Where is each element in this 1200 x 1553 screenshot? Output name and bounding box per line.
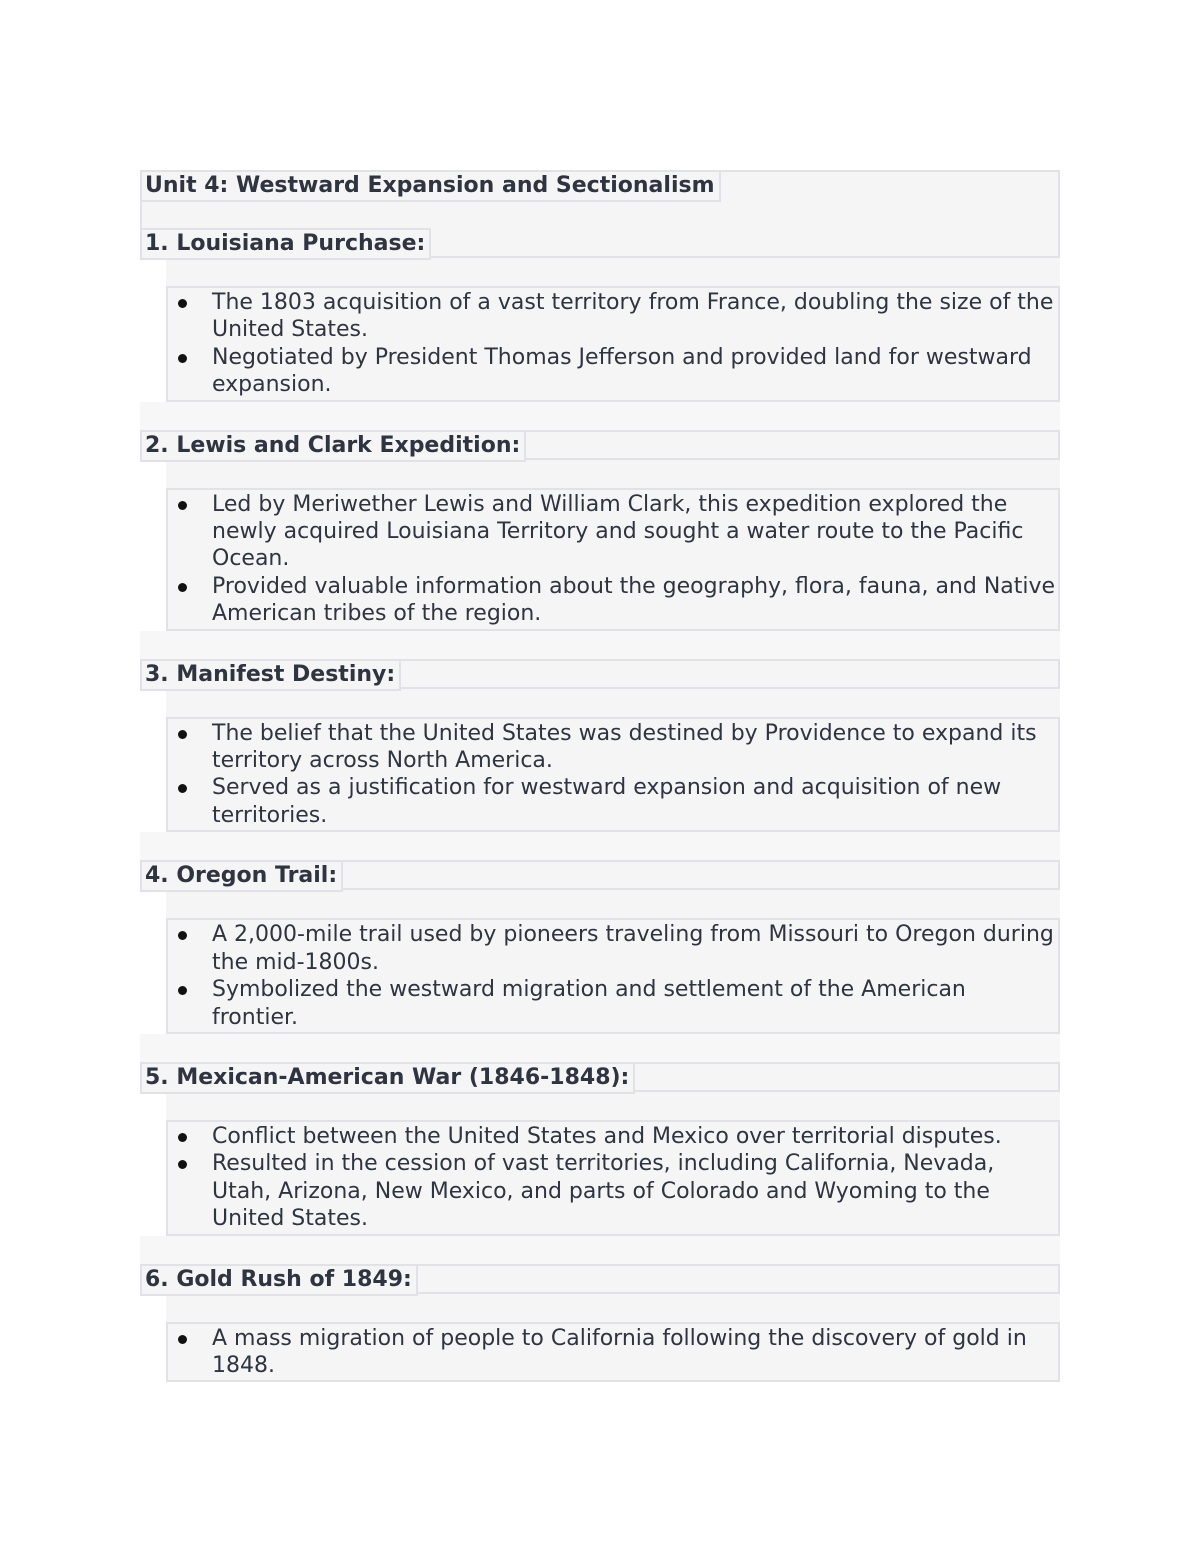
bullet-icon	[178, 1335, 187, 1344]
list-item	[168, 344, 1058, 399]
document-page	[140, 170, 1060, 1382]
bullet-text: Negotiated by President Thomas Jefferson and provided land for westward expansion.	[212, 344, 1032, 398]
section-heading-3: 3. Manifest Destiny:	[140, 659, 401, 691]
list-item	[168, 1325, 1058, 1380]
section-heading-band	[140, 860, 1060, 890]
list-item	[168, 921, 1058, 976]
list-item	[168, 720, 1058, 775]
bullet-icon	[178, 501, 187, 510]
bullet-text: A mass migration of people to California following the discovery of gold in 1848.	[212, 1325, 1027, 1378]
bullet-text: Led by Meriwether Lewis and William Clark, this expedition explored the newly acquired Louisiana Territory and sought a water route to the Pacific Ocean.	[212, 491, 1024, 572]
bullet-text: The 1803 acquisition of a vast territory from France, doubling the size of the United States.	[212, 290, 1054, 343]
bullet-text: A 2,000-mile trail used by pioneers traveling from Missouri to Oregon during the mid-1800s.	[212, 922, 1054, 975]
bullet-text: Conflict between the United States and Mexico over territorial disputes.	[212, 1123, 1002, 1149]
bullet-text: The belief that the United States was destined by Providence to expand its territory across North America.	[212, 720, 1037, 774]
spacer	[166, 1294, 1060, 1322]
bullet-icon	[178, 1133, 187, 1142]
spacer	[166, 258, 1060, 286]
bullet-icon	[178, 583, 187, 592]
list-item	[168, 573, 1058, 628]
list-item	[168, 491, 1058, 573]
section-2-bullets	[166, 488, 1060, 631]
bullet-icon	[178, 730, 187, 739]
list-item	[168, 1123, 1058, 1150]
section-1-bullets	[166, 286, 1060, 402]
section-4-bullets	[166, 918, 1060, 1034]
bullet-icon	[178, 354, 187, 363]
bullet-text: Served as a justification for westward expansion and acquisition of new territories.	[212, 775, 1002, 828]
bullet-icon	[178, 1160, 187, 1169]
section-heading-band	[140, 659, 1060, 689]
section-3-bullets	[166, 717, 1060, 833]
spacer	[166, 1092, 1060, 1120]
spacer	[166, 890, 1060, 918]
spacer	[140, 1236, 1060, 1264]
title-block	[140, 170, 1060, 258]
bullet-icon	[178, 931, 187, 940]
section-heading-2: 2. Lewis and Clark Expedition:	[140, 430, 526, 462]
bullet-text: Provided valuable information about the geography, flora, fauna, and Native American tribes of the region.	[212, 573, 1056, 627]
list-item	[168, 976, 1058, 1031]
spacer	[140, 631, 1060, 659]
spacer	[140, 402, 1060, 430]
section-heading-band	[140, 1264, 1060, 1294]
section-heading-5: 5. Mexican-American War (1846-1848):	[140, 1062, 635, 1094]
spacer	[140, 1034, 1060, 1062]
list-item	[168, 289, 1058, 344]
bullet-icon	[178, 299, 187, 308]
document-title: Unit 4: Westward Expansion and Sectionalism	[140, 170, 721, 202]
section-heading-4: 4. Oregon Trail:	[140, 860, 343, 892]
bullet-text: Symbolized the westward migration and settlement of the American frontier.	[212, 977, 966, 1030]
bullet-text: Resulted in the cession of vast territories, including California, Nevada, Utah, Arizona, New Mexico, and parts of Colorado and Wyoming to the United States.	[212, 1151, 995, 1232]
section-heading-6: 6. Gold Rush of 1849:	[140, 1264, 418, 1296]
spacer	[166, 689, 1060, 717]
section-heading-1: 1. Louisiana Purchase:	[140, 228, 431, 260]
bullet-icon	[178, 986, 187, 995]
spacer	[140, 832, 1060, 860]
section-heading-band	[140, 1062, 1060, 1092]
section-5-bullets	[166, 1120, 1060, 1236]
section-6-bullets	[166, 1322, 1060, 1383]
section-heading-band	[140, 430, 1060, 460]
spacer	[166, 460, 1060, 488]
list-item	[168, 1150, 1058, 1232]
list-item	[168, 774, 1058, 829]
bullet-icon	[178, 784, 187, 793]
